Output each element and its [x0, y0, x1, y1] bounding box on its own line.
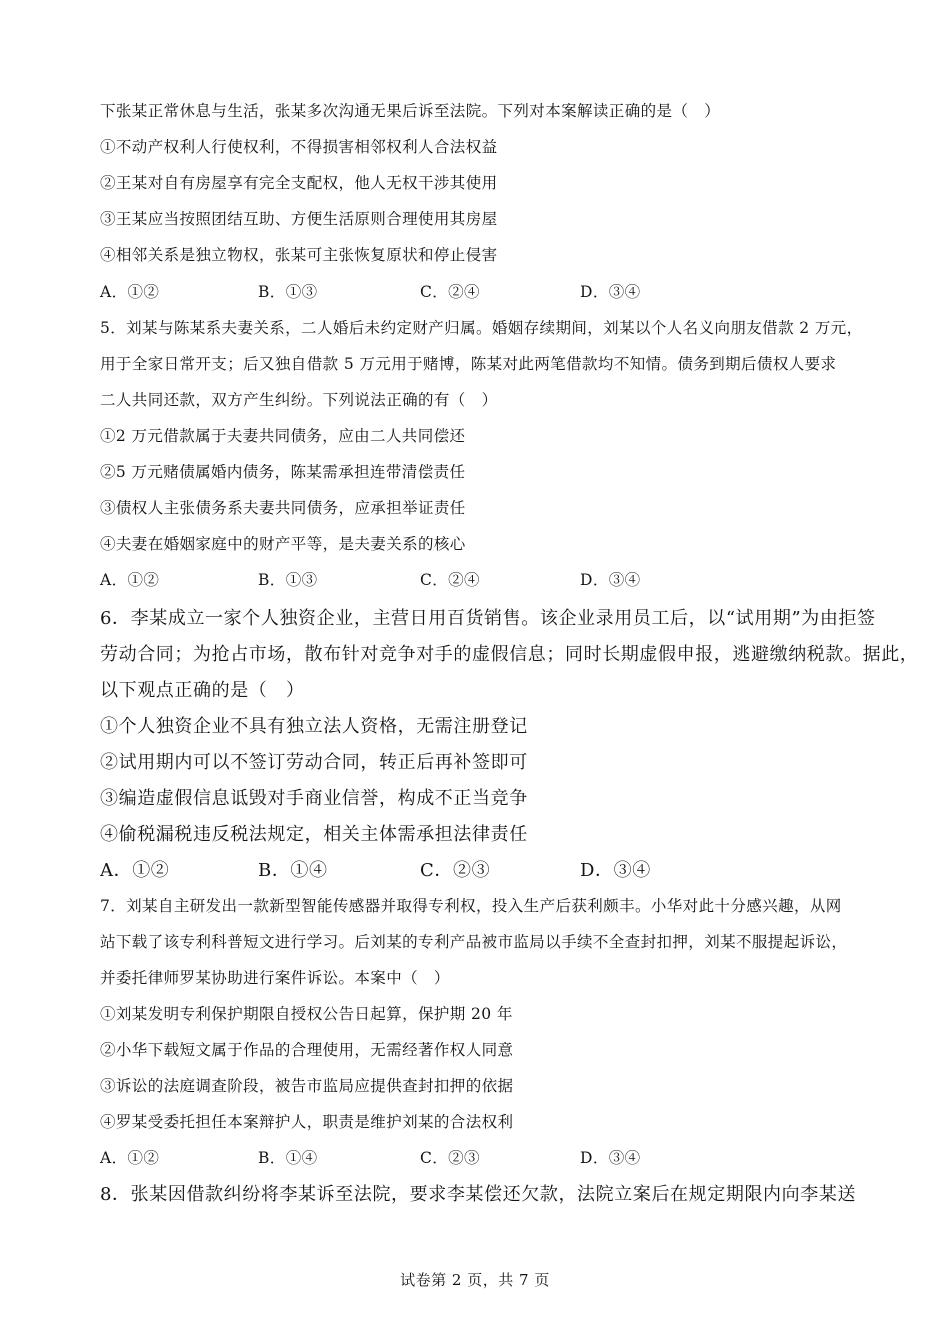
q6-stem-line-1: 6．李某成立一家个人独资企业，主营日用百货销售。该企业录用员工后，以“试用期”为由拒签 — [100, 608, 876, 629]
q5-stem-line-1: 5．刘某与陈某系夫妻关系，二人婚后未约定财产归属。婚姻存续期间，刘某以个人名义向朋友借款 2 万元， — [100, 319, 863, 337]
q7-option-b: B．①④ — [258, 1149, 318, 1167]
q5-item-4: ④夫妻在婚姻家庭中的财产平等，是夫妻关系的核心 — [100, 535, 466, 553]
q4-stem-continuation: 下张某正常休息与生活，张某多次沟通无果后诉至法院。下列对本案解读正确的是（ ） — [100, 102, 721, 120]
q7-item-1: ①刘某发明专利保护期限自授权公告日起算，保护期 20 年 — [100, 1005, 513, 1023]
q6-option-c: C．②③ — [420, 860, 491, 881]
q4-item-4: ④相邻关系是独立物权，张某可主张恢复原状和停止侵害 — [100, 246, 498, 264]
q4-item-1: ①不动产权利人行使权利，不得损害相邻权利人合法权益 — [100, 138, 498, 156]
q5-option-b: B．①③ — [258, 571, 318, 589]
q7-option-d: D．③④ — [580, 1149, 641, 1167]
q4-option-d: D．③④ — [580, 283, 641, 301]
q6-option-d: D．③④ — [580, 860, 651, 881]
q5-option-a: A．①② — [100, 571, 160, 589]
q4-item-2: ②王某对自有房屋享有完全支配权，他人无权干涉其使用 — [100, 174, 498, 192]
q7-item-4: ④罗某受委托担任本案辩护人，职责是维护刘某的合法权利 — [100, 1113, 514, 1131]
q6-options — [100, 856, 800, 880]
q4-item-3: ③王某应当按照团结互助、方便生活原则合理使用其房屋 — [100, 210, 498, 228]
q7-option-a: A．①② — [100, 1149, 160, 1167]
q6-item-2: ②试用期内可以不签订劳动合同，转正后再补签即可 — [100, 752, 528, 773]
q5-stem-line-3: 二人共同还款，双方产生纠纷。下列说法正确的有（ ） — [100, 391, 498, 409]
q7-item-2: ②小华下载短文属于作品的合理使用，无需经著作权人同意 — [100, 1041, 514, 1059]
q6-stem-line-3: 以下观点正确的是（ ） — [100, 680, 305, 701]
q4-option-b: B．①③ — [258, 283, 318, 301]
q6-item-3: ③编造虚假信息诋毁对手商业信誉，构成不正当竞争 — [100, 788, 528, 809]
page-footer: 试卷第 2 页，共 7 页 — [400, 1271, 550, 1289]
q6-item-1: ①个人独资企业不具有独立法人资格，无需注册登记 — [100, 716, 528, 737]
q5-option-d: D．③④ — [580, 571, 641, 589]
q6-item-4: ④偷税漏税违反税法规定，相关主体需承担法律责任 — [100, 824, 528, 845]
q7-option-c: C．②③ — [420, 1149, 480, 1167]
q5-item-2: ②5 万元赌债属婚内债务，陈某需承担连带清偿责任 — [100, 463, 466, 481]
q4-option-c: C．②④ — [420, 283, 480, 301]
q8-stem-line-1: 8．张某因借款纠纷将李某诉至法院，要求李某偿还欠款，法院立案后在规定期限内向李某送 — [100, 1184, 857, 1205]
q6-option-b: B．①④ — [258, 860, 328, 881]
q7-item-3: ③诉讼的法庭调查阶段，被告市监局应提供查封扣押的依据 — [100, 1077, 514, 1095]
q7-options — [100, 1146, 800, 1170]
q5-item-3: ③债权人主张债务系夫妻共同债务，应承担举证责任 — [100, 499, 466, 517]
q7-stem-line-1: 7．刘某自主研发出一款新型智能传感器并取得专利权，投入生产后获利颇丰。小华对此十分感兴趣，从网 — [100, 897, 842, 915]
q6-option-a: A．①② — [100, 860, 170, 881]
q7-stem-line-3: 并委托律师罗某协助进行案件诉讼。本案中（ ） — [100, 969, 450, 987]
q4-options — [100, 280, 800, 304]
q5-option-c: C．②④ — [420, 571, 480, 589]
q6-stem-line-2: 劳动合同；为抢占市场，散布针对竞争对手的虚假信息；同时长期虚假申报，逃避缴纳税款。据此， — [100, 644, 919, 665]
q5-options — [100, 568, 800, 592]
q7-stem-line-2: 站下载了该专利科普短文进行学习。后刘某的专利产品被市监局以手续不全查封扣押，刘某不服提起诉讼， — [100, 933, 848, 951]
q5-stem-line-2: 用于全家日常开支；后又独自借款 5 万元用于赌博，陈某对此两笔借款均不知情。债务到期后债权人要求 — [100, 355, 837, 373]
q5-item-1: ①2 万元借款属于夫妻共同债务，应由二人共同偿还 — [100, 427, 466, 445]
q4-option-a: A．①② — [100, 283, 160, 301]
